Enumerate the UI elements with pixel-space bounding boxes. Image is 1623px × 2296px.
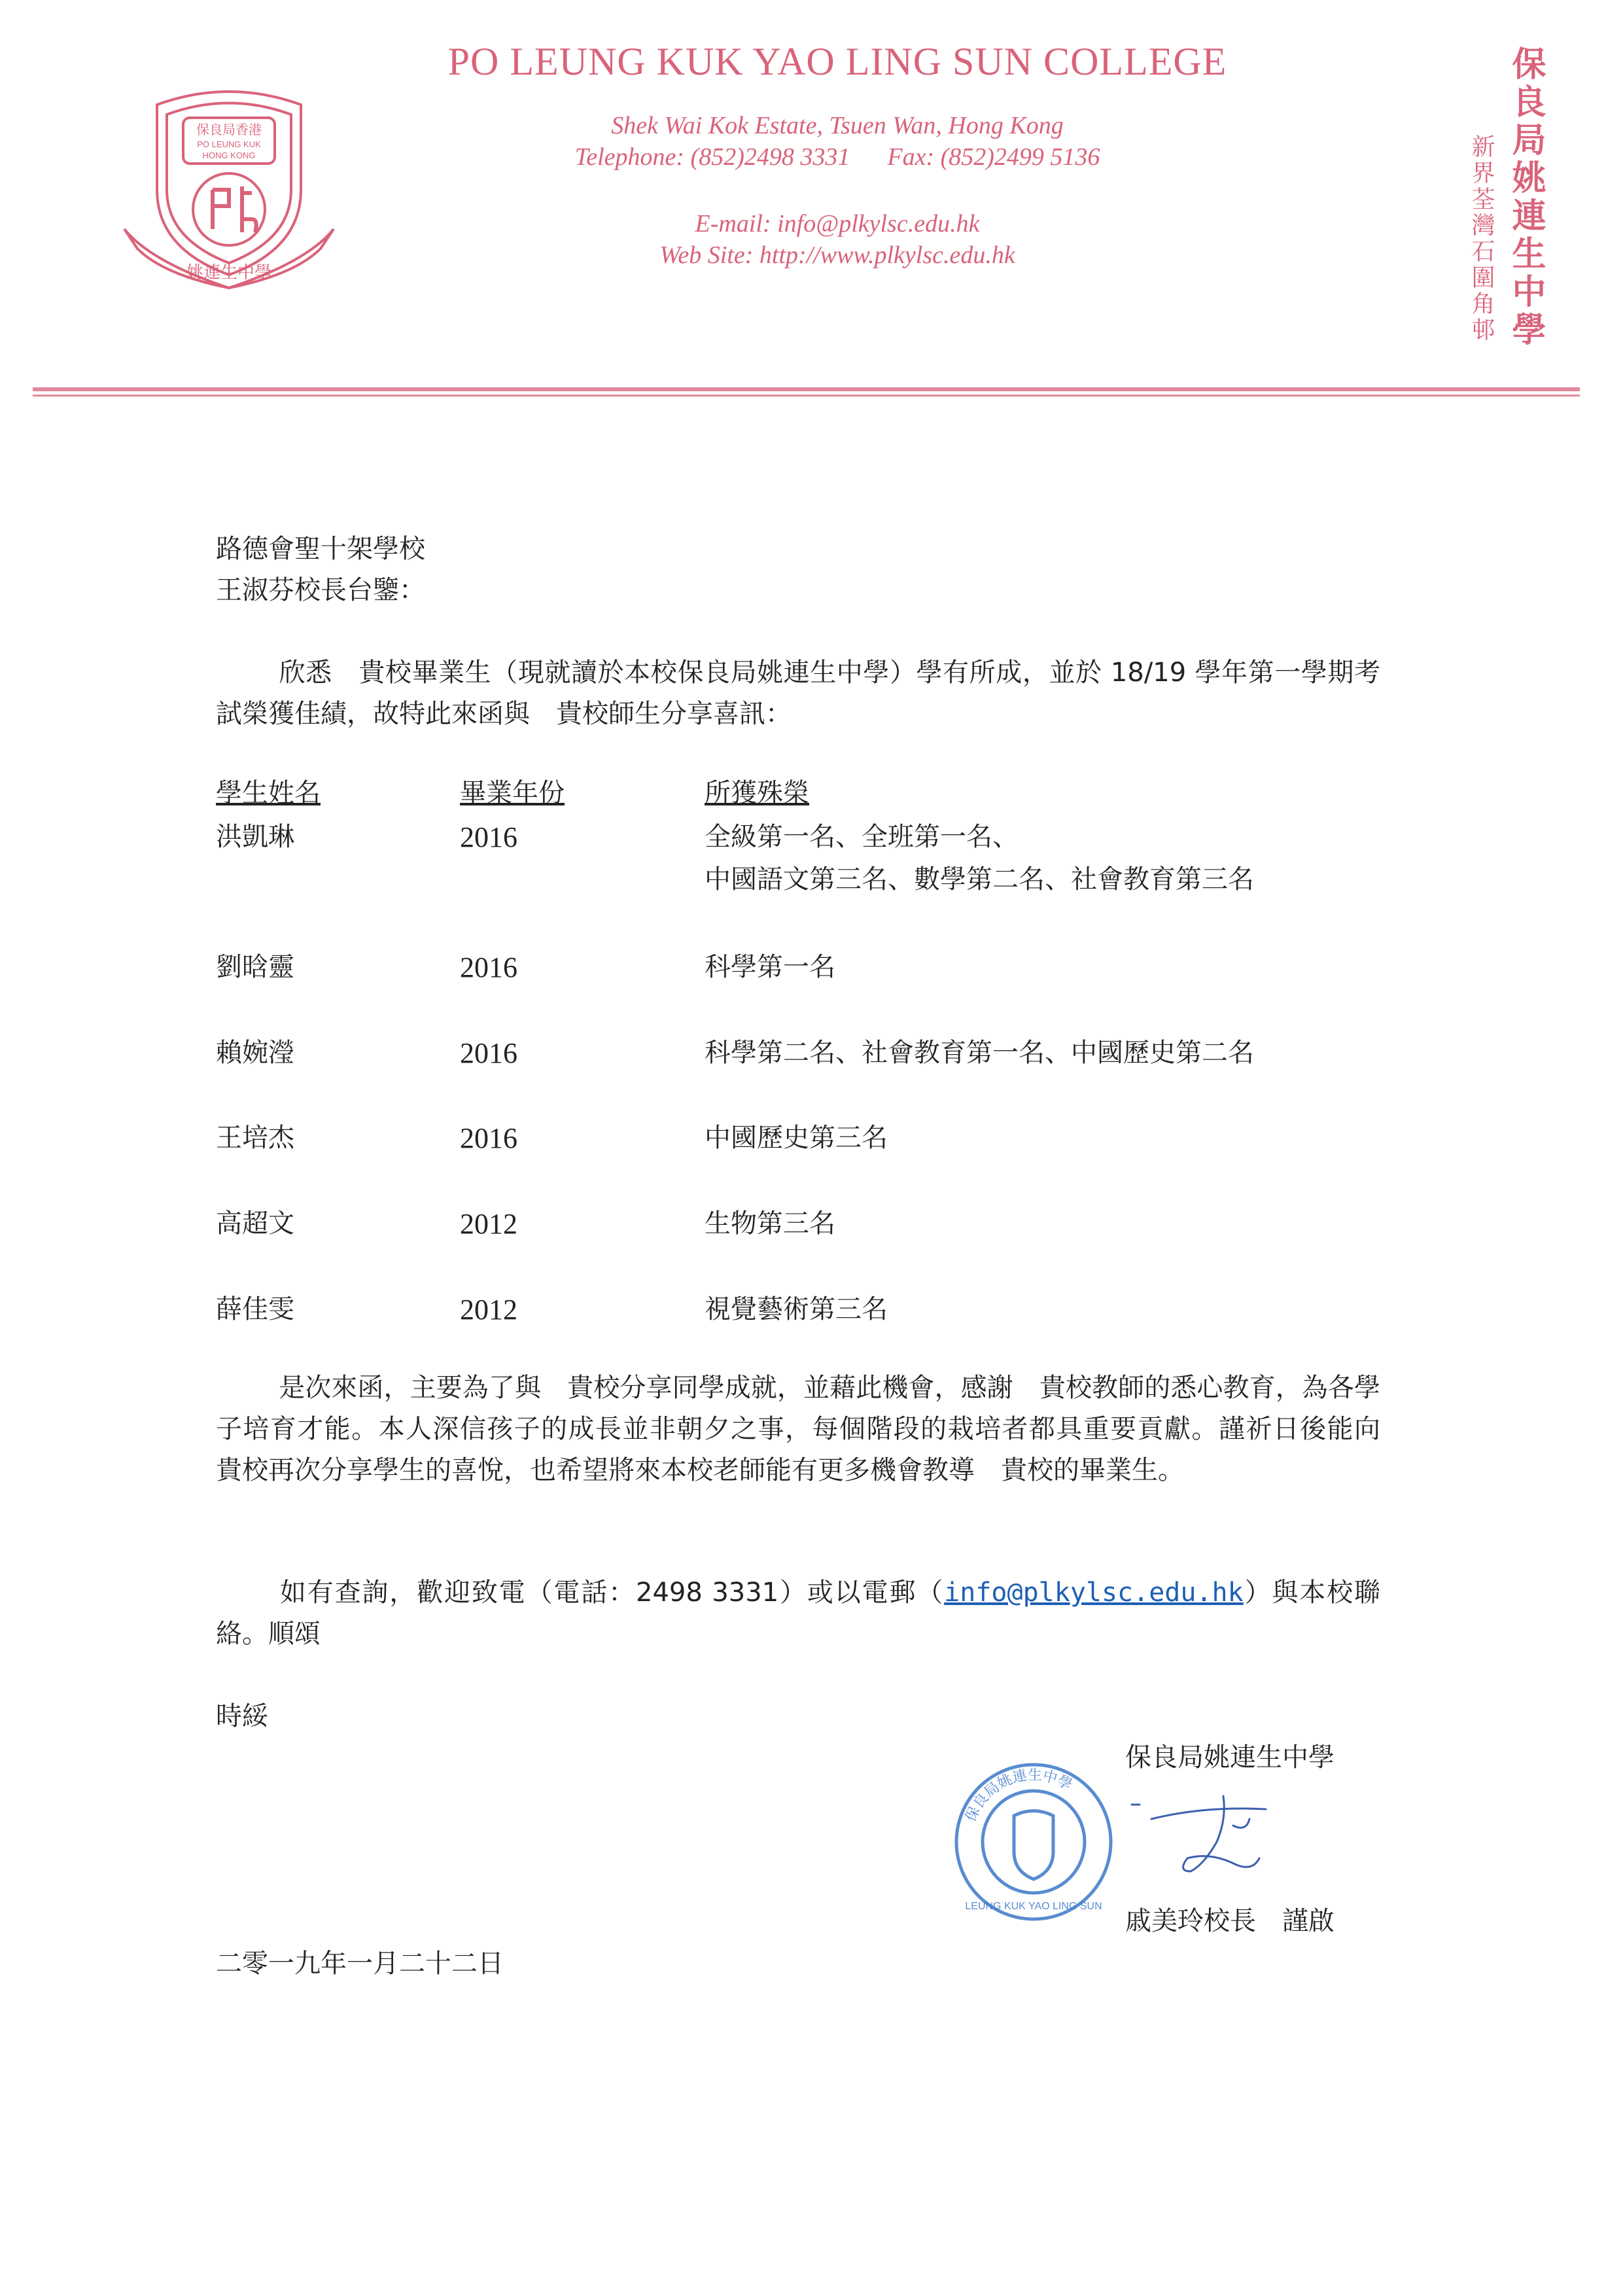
- logo-text-top: 保良局香港: [196, 122, 262, 137]
- paragraph-thanks: 是次來函，主要為了與 貴校分享同學成就，並藉此機會，感謝 貴校教師的悉心教育，為各學子培育才能。本人深信孩子的成長並非朝夕之事，每個階段的栽培者都具重要貢獻。謹祈日後能向 貴校再次分享學生的喜悅，也希望將來本校老師能有更多機會教導 貴校的畢業生。: [216, 1373, 1406, 1485]
- school-address: Shek Wai Kok Estate, Tsuen Wan, Hong Kong: [611, 112, 1064, 139]
- table-row-name: 賴婉瀅: [216, 1038, 294, 1068]
- handwritten-signature: [1125, 1780, 1282, 1898]
- header-rule-bottom: [33, 395, 1580, 397]
- stamp-text: 保良局姚連生中學: [962, 1767, 1075, 1824]
- header-rule-top: [33, 387, 1580, 391]
- table-row-year: 2016: [460, 1037, 517, 1069]
- table-row-award: 科學第二名、社會教育第一名、中國歷史第二名: [705, 1038, 1254, 1068]
- paragraph-contact: [216, 1572, 1380, 1655]
- school-crest-logo: [111, 79, 347, 301]
- contact-text-after: ）與本校聯絡。順頌: [216, 1578, 1381, 1649]
- school-phone-fax: [366, 143, 1308, 171]
- column-header-name: 學生姓名: [216, 778, 321, 808]
- table-row-award: 全級第一名、全班第一名、: [705, 822, 1019, 852]
- svg-text:HONG KONG: HONG KONG: [202, 150, 256, 160]
- school-fax: Fax: (852)2499 5136: [887, 143, 1100, 171]
- svg-text:LEUNG KUK YAO LING SUN: LEUNG KUK YAO LING SUN: [965, 1901, 1102, 1912]
- contact-email-link[interactable]: info@plkylsc.edu.hk: [944, 1578, 1244, 1608]
- letter-date: 二零一九年一月二十二日: [216, 1949, 504, 1979]
- table-row-name: 王培杰: [216, 1123, 294, 1153]
- table-row-year: 2016: [460, 821, 517, 853]
- table-row-award: 視覺藝術第三名: [705, 1294, 888, 1324]
- logo-text-bottom: 姚連生中學: [186, 263, 272, 283]
- recipient-school: 路德會聖十架學校: [216, 534, 425, 564]
- school-name-en: PO LEUNG KUK YAO LING SUN COLLEGE: [447, 40, 1227, 83]
- sender-name: 戚美玲校長 謹啟: [1125, 1906, 1335, 1936]
- table-row-year: 2016: [460, 1122, 517, 1154]
- table-row-year: 2016: [460, 951, 517, 983]
- table-row-year: 2012: [460, 1294, 517, 1326]
- recipient-salutation: 王淑芬校長台鑒：: [216, 575, 425, 605]
- table-row-name: 薛佳雯: [216, 1294, 294, 1324]
- school-address-zh: 新界荃灣石圍角邨: [1468, 134, 1495, 344]
- table-row-name: 劉晗靈: [216, 952, 294, 982]
- table-row-award: 科學第一名: [705, 952, 835, 982]
- school-email: E-mail: info@plkylsc.edu.hk: [695, 210, 980, 238]
- school-stamp: [952, 1760, 1115, 1924]
- closing-phrase: 時綏: [216, 1701, 268, 1731]
- table-row-year: 2012: [460, 1208, 517, 1240]
- table-row-award: 生物第三名: [705, 1209, 835, 1239]
- svg-text:PO LEUNG KUK: PO LEUNG KUK: [197, 139, 261, 149]
- paragraph-intro: 欣悉 貴校畢業生（現就讀於本校保良局姚連生中學）學有所成，並於 18/19 學年第一學期考試榮獲佳績，故特此來函與 貴校師生分享喜訊：: [216, 658, 1380, 729]
- school-website: Web Site: http://www.plkylsc.edu.hk: [659, 241, 1015, 269]
- contact-text-before: 如有查詢，歡迎致電（電話：2498 3331）或以電郵（: [279, 1578, 945, 1608]
- column-header-year: 畢業年份: [460, 778, 565, 808]
- table-row-name: 高超文: [216, 1209, 294, 1239]
- table-row-award: 中國歷史第三名: [705, 1123, 888, 1153]
- school-telephone: Telephone: (852)2498 3331: [574, 143, 850, 171]
- table-row-name: 洪凱琳: [216, 822, 294, 852]
- table-row-award-line2: 中國語文第三名、數學第二名、社會教育第三名: [705, 864, 1254, 894]
- column-header-award: 所獲殊榮: [705, 778, 809, 808]
- school-name-zh: 保良局姚連生中學: [1506, 46, 1546, 349]
- sender-school: 保良局姚連生中學: [1125, 1742, 1335, 1773]
